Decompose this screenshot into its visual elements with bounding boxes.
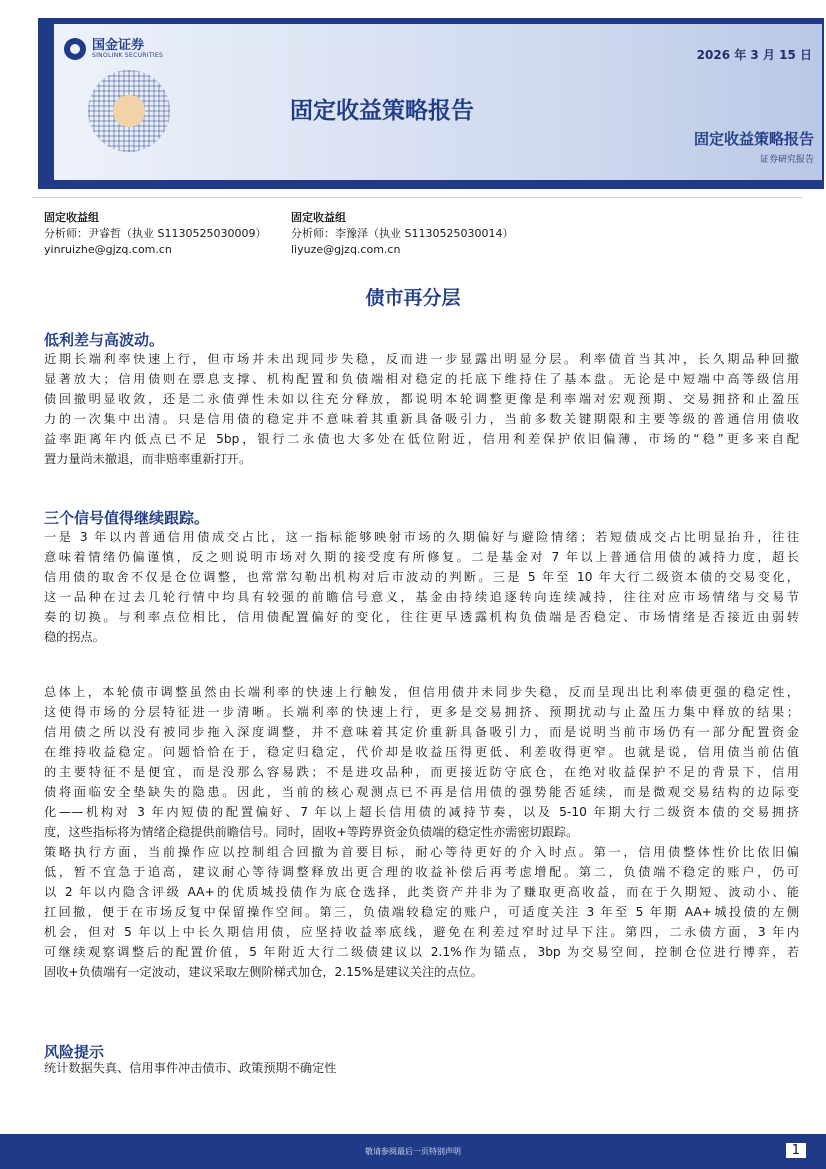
- text-line: 度，这些指标将为情绪企稳提供前瞻信号。同时，固收+等跨界资金负债端的稳定性亦需密切跟踪。: [44, 825, 579, 839]
- qr-code-icon: [88, 70, 170, 152]
- analyst-group: 固定收益组: [291, 211, 346, 224]
- text-line: 的主要特征不是便宜，而是没那么容易跌；不是进攻品种，而更接近防守底仓，在绝对收益保护不足的背景下，信用: [44, 765, 799, 779]
- risk-heading: 风险提示: [44, 1043, 105, 1061]
- divider: [32, 197, 802, 198]
- analyst-name: 分析师：李豫泽（执业 S1130525030014）: [291, 227, 514, 240]
- report-date: 2026 年 3 月 15 日: [696, 48, 812, 62]
- section-heading: 低利差与高波动。: [44, 331, 165, 349]
- logo-cn: 国金证券: [92, 38, 145, 53]
- risk-body: [44, 1058, 799, 1078]
- analyst-group: 固定收益组: [44, 211, 99, 224]
- text-line: 近期长端利率快速上行，但市场并未出现同步失稳，反而进一步显露出明显分层。利率债首当其冲，长久期品种回撤: [44, 352, 799, 366]
- text-line: 总体上，本轮债市调整虽然由长端利率的快速上行触发，但信用债并未同步失稳，反而呈现出比利率债更强的稳定性，: [44, 685, 799, 699]
- risk-text: 统计数据失真、信用事件冲击债市、政策预期不确定性: [44, 1061, 337, 1075]
- text-line: 力的一次集中出清。只是信用债的稳定并不意味着其重新具备吸引力，当前多数关键期限和主要等级的普通信用债收: [44, 412, 799, 426]
- text-line: 策略执行方面，当前操作应以控制组合回撤为首要目标，耐心等待更好的介入时点。第一，信用债整体性价比依旧偏: [44, 845, 799, 859]
- text-line: 益率距离年内低点已不足 5bp，银行二永债也大多处在低位附近，信用利差保护依旧偏薄，市场的“稳”更多来自配: [44, 432, 799, 446]
- text-line: 债将面临安全垫缺失的隐患。因此，当前的核心观测点已不再是信用债的强势能否延续，而是微观交易结构的边际变: [44, 785, 799, 799]
- text-line: 奏的切换。与利率点位相比，信用债配置偏好的变化，往往更早透露机构负债端是否稳定、市场情绪是否接近由弱转: [44, 610, 799, 624]
- report-category: 证券研究报告: [759, 155, 814, 165]
- text-line: 置力量尚未撤退，而非赔率重新打开。: [44, 452, 252, 466]
- text-line: 化——机构对 3 年内短债的配置偏好、7 年以上超长信用债的减持节奏，以及 5-10 年期大行二级资本债的交易拥挤: [44, 805, 799, 819]
- text-line: 显著放大；信用债则在票息支撑、机构配置和负债端相对稳定的托底下维持住了基本盘。无论是中短端中高等级信用: [44, 372, 799, 386]
- analyst-name: 分析师：尹睿哲（执业 S1130525030009）: [44, 227, 267, 240]
- analyst-email: liyuze@gjzq.com.cn: [291, 243, 401, 256]
- logo-mark-icon: [64, 38, 86, 60]
- document-title: 债市再分层: [365, 287, 461, 309]
- text-line: 在维持收益稳定。问题恰恰在于，稳定归稳定，代价却是收益压得更低、利差收得更窄。也就是说，信用债当前估值: [44, 745, 799, 759]
- page-number: 1: [786, 1143, 806, 1158]
- text-line: 信用债之所以没有被同步拖入深度调整，并不意味着其定价重新具备吸引力，而是说明当前市场仍有一部分配置资金: [44, 725, 799, 739]
- report-type-big: 固定收益策略报告: [290, 98, 474, 124]
- text-line: 这一品种在过去几轮行情中均具有较强的前瞻信号意义，基金由持续追逐转向连续减持，往往对应市场情绪与交易节: [44, 590, 799, 604]
- analyst-2: [291, 210, 513, 258]
- text-line: 信用债的取舍不仅是仓位调整，也常常勾勒出机构对后市波动的判断。三是 5 年至 10 年大行二级资本债的交易变化，: [44, 570, 799, 584]
- logo-en: SINOLINK SECURITIES: [92, 52, 164, 59]
- section-body: [44, 527, 799, 647]
- text-line: 稳的拐点。: [44, 630, 105, 644]
- text-line: 机会，但对 5 年以上中长久期信用债，应坚持收益率底线，避免在利差过窄时过早下注。第四，二永债方面，3 年内: [44, 925, 799, 939]
- analyst-1: [44, 210, 266, 258]
- company-logo: [64, 38, 163, 60]
- header-stripe: [44, 24, 54, 180]
- section-body: [44, 349, 799, 469]
- text-line: 低，暂不宜急于追高，建议耐心等待调整释放出更合理的收益补偿后再考虑增配。第二，负债端不稳定的账户，仍可: [44, 865, 799, 879]
- text-line: 一是 3 年以内普通信用债成交占比，这一指标能够映射市场的久期偏好与避险情绪；若短债成交占比明显抬升，往往: [44, 530, 799, 544]
- text-line: 意味着情绪仍偏谨慎，反之则说明市场对久期的接受度有所修复。二是基金对 7 年以上普通信用债的减持力度，超长: [44, 550, 799, 564]
- report-type: 固定收益策略报告: [693, 130, 814, 148]
- text-line: 这使得市场的分层特征进一步清晰。长端利率的快速上行，更多是交易拥挤、预期扰动与止盈压力集中释放的结果；: [44, 705, 799, 719]
- text-line: 扛回撤，便于在市场反复中保留操作空间。第三，负债端较稳定的账户，可适度关注 3 年至 5 年期 AA+城投债的左侧: [44, 905, 799, 919]
- footer-note: 敬请参阅最后一页特别声明: [365, 1147, 461, 1156]
- text-line: 可继续观察调整后的配置价值，5 年附近大行二级债建议以 2.1%作为锚点，3bp 为交易空间，控制仓位进行博弈，若: [44, 945, 799, 959]
- section-heading: 三个信号值得继续跟踪。: [44, 509, 210, 527]
- text-line: 以 2 年以内隐含评级 AA+的优质城投债作为底仓选择，此类资产并非为了赚取更高收益，而在于久期短、波动小、能: [44, 885, 799, 899]
- analyst-email: yinruizhe@gjzq.com.cn: [44, 243, 172, 256]
- text-line: 固收+负债端有一定波动，建议采取左侧阶梯式加仓，2.15%是建议关注的点位。: [44, 965, 483, 979]
- text-line: 债回撤明显收敛，还是二永债弹性未如以往充分释放，都说明本轮调整更像是利率端对宏观预期、交易拥挤和止盈压: [44, 392, 799, 406]
- summary-body: [44, 682, 799, 982]
